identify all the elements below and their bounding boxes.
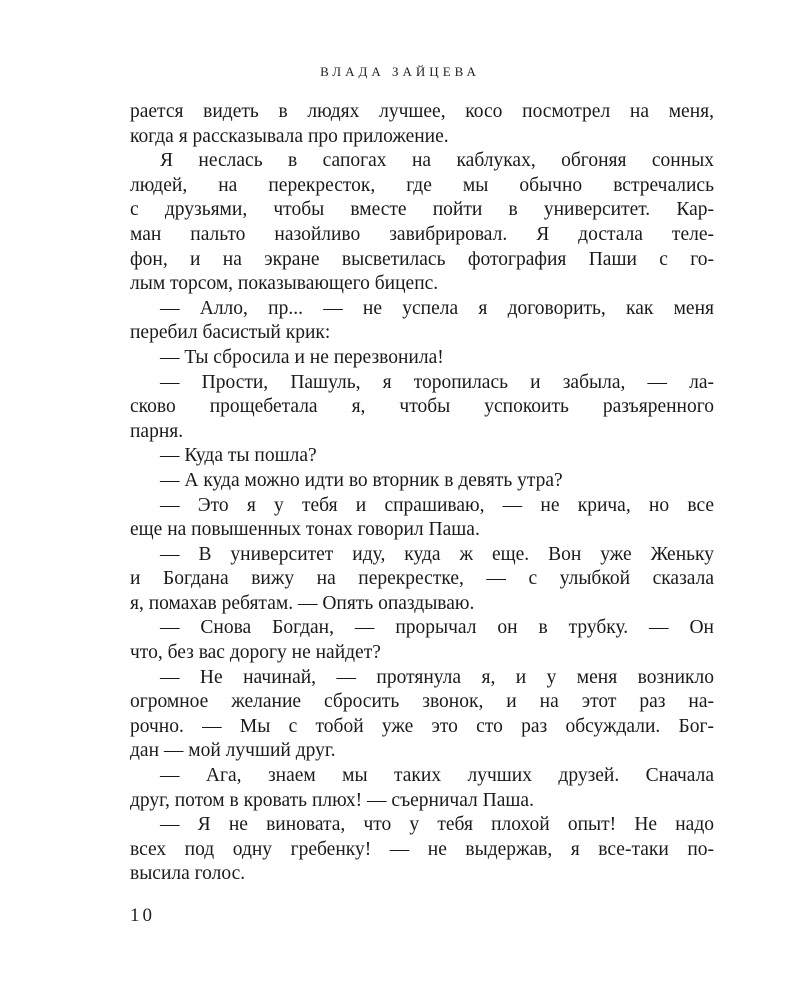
text-line: людей, на перекресток, где мы обычно встречались	[130, 174, 714, 196]
text-line: я, помахав ребятам. — Опять опаздываю.	[130, 592, 475, 614]
running-head: ВЛАДА ЗАЙЦЕВА	[320, 64, 480, 79]
text-line: — А куда можно идти во вторник в девять утра?	[160, 469, 563, 491]
text-line: — Снова Богдан, — прорычал он в трубку. — Он	[160, 617, 714, 639]
text-line: друг, потом в кровать плюх! — съерничал Паша.	[130, 789, 534, 811]
text-line: сково прощебетала я, чтобы успокоить разъяренного	[130, 396, 714, 418]
text-line: фон, и на экране высветилась фотография Паши с го-	[130, 248, 714, 270]
text-line: рается видеть в людях лучшее, косо посмотрел на меня,	[130, 101, 714, 122]
text-line: — В университет иду, куда ж еще. Вон уже Женьку	[160, 543, 714, 565]
text-line: всех под одну гребенку! — не выдержав, я все-таки по-	[130, 838, 714, 860]
text-line: и Богдана вижу на перекрестке, — с улыбкой сказала	[130, 568, 714, 590]
text-line: — Я не виновата, что у тебя плохой опыт! Не надо	[160, 814, 714, 836]
text-line: парня.	[130, 420, 184, 442]
page-number: 10	[130, 905, 155, 926]
text-line: когда я рассказывала про приложение.	[130, 125, 449, 147]
text-line: Я неслась в сапогах на каблуках, обгоняя сонных	[160, 150, 714, 172]
text-line: высила голос.	[130, 863, 246, 885]
text-line: — Это я у тебя и спрашиваю, — не крича, но все	[160, 494, 714, 516]
text-line: лым торсом, показывающего бицепс.	[130, 273, 439, 295]
text-line: с друзьями, чтобы вместе пойти в университет. Кар-	[130, 199, 714, 221]
text-line: — Ты сбросила и не перезвонила!	[160, 346, 444, 368]
body-text	[130, 100, 714, 887]
text-line: огромное желание сбросить звонок, и на этот раз на-	[130, 691, 714, 713]
text-line: — Прости, Пашуль, я торопилась и забыла, — ла-	[160, 371, 714, 393]
text-line: — Алло, пр... — не успела я договорить, как меня	[160, 297, 714, 319]
text-line: рочно. — Мы с тобой уже это сто раз обсуждали. Бог-	[130, 715, 714, 737]
text-line: — Куда ты пошла?	[160, 445, 317, 467]
text-line: еще на повышенных тонах говорил Паша.	[130, 519, 480, 541]
text-line: ман пальто назойливо завибрировал. Я достала теле-	[130, 223, 714, 245]
text-line: дан — мой лучший друг.	[130, 740, 336, 762]
text-line: что, без вас дорогу не найдет?	[130, 642, 381, 664]
text-line: перебил басистый крик:	[130, 322, 331, 344]
text-line: — Ага, знаем мы таких лучших друзей. Сначала	[160, 765, 714, 787]
text-line: — Не начинай, — протянула я, и у меня возникло	[160, 666, 714, 688]
